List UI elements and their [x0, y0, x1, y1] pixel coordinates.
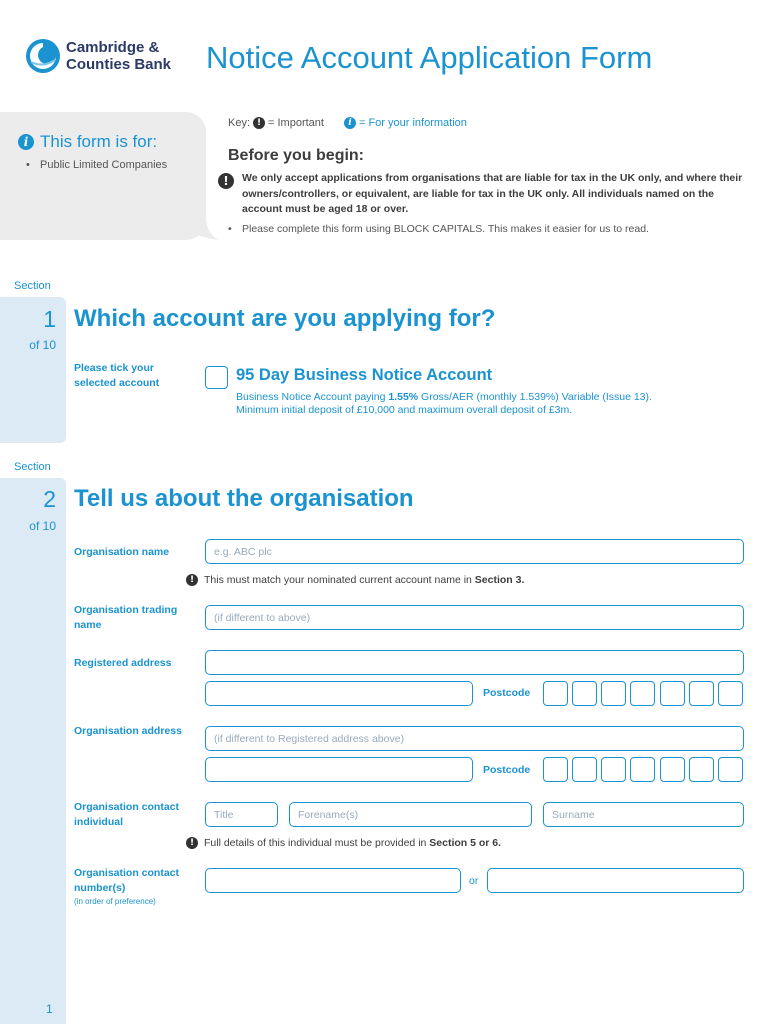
bullet-icon: • — [228, 223, 232, 235]
important-icon: ! — [253, 117, 265, 129]
contact-numbers-label: Organisation contact number(s) — [74, 867, 180, 894]
postcode-char-box[interactable] — [689, 757, 714, 782]
postcode-char-box[interactable] — [630, 757, 655, 782]
postcode-char-box[interactable] — [543, 757, 568, 782]
contact-number-1-input[interactable] — [205, 868, 461, 893]
contact-numbers-sublabel: (in order of preference) — [74, 897, 156, 906]
bullet-icon: • — [26, 159, 30, 171]
postcode-char-box[interactable] — [630, 681, 655, 706]
logo-line-2: Counties Bank — [66, 56, 172, 73]
section-1-number: 1 — [43, 306, 56, 332]
list-item — [26, 158, 176, 173]
postcode-char-box[interactable] — [601, 681, 626, 706]
contact-note-text: Full details of this individual must be provided in — [204, 837, 430, 849]
section-2-of: of 10 — [29, 519, 56, 533]
contact-surname-input[interactable] — [543, 802, 744, 827]
org-address-line-1[interactable] — [205, 726, 744, 751]
trading-name-label: Organisation trading name — [74, 604, 178, 631]
registered-postcode-label: Postcode — [483, 687, 531, 699]
important-icon: ! — [186, 837, 198, 849]
account-deposit-limits: Minimum initial deposit of £10,000 and maximum overall deposit of £3m. — [236, 404, 573, 416]
account-desc-suffix: Gross/AER (monthly 1.539%) Variable (Issue 13). — [418, 391, 652, 403]
contact-individual-label: Organisation contact individual — [74, 801, 180, 828]
trading-name-input[interactable] — [205, 605, 744, 630]
key-important-text: = Important — [268, 117, 324, 129]
speech-tail — [180, 200, 220, 240]
info-icon: i — [18, 134, 34, 150]
postcode-char-box[interactable] — [718, 681, 743, 706]
section-2-title: Tell us about the organisation — [74, 485, 414, 512]
tick-account-label: Please tick your selected account — [74, 362, 160, 389]
postcode-char-box[interactable] — [572, 757, 597, 782]
form-for-heading-text: This form is for: — [40, 132, 158, 151]
forename-placeholder: Forename(s) — [298, 808, 359, 821]
form-for-list — [26, 158, 176, 173]
registered-address-line-1[interactable] — [205, 650, 744, 675]
org-name-label: Organisation name — [74, 546, 170, 558]
account-rate: 1.55% — [388, 391, 419, 403]
contact-forename-input[interactable] — [289, 802, 532, 827]
key-prefix: Key: — [228, 117, 251, 129]
important-icon: ! — [218, 173, 234, 189]
eligibility-notice: We only accept applications from organisations that are liable for tax in the UK only, and where their owners/controllers, or equivalent, are liable for tax in the UK only. All individuals named on the account must be aged 18 or over. — [242, 172, 743, 215]
org-name-note-bold: Section 3. — [474, 574, 525, 586]
org-name-placeholder: e.g. ABC plc — [214, 545, 272, 558]
org-name-note — [186, 574, 524, 586]
section-1-title: Which account are you applying for? — [74, 305, 496, 332]
section-1-label: Section — [14, 280, 51, 292]
info-icon: i — [344, 117, 356, 129]
logo-line-1: Cambridge & — [66, 39, 160, 56]
account-description — [236, 391, 652, 404]
contact-number-2-input[interactable] — [487, 868, 744, 893]
account-checkbox[interactable] — [205, 366, 228, 389]
contact-note-bold: Section 5 or 6. — [429, 837, 502, 849]
bank-logo-icon — [25, 38, 61, 74]
form-for-item: Public Limited Companies — [40, 159, 168, 171]
or-separator: or — [469, 875, 479, 887]
postcode-char-box[interactable] — [660, 681, 685, 706]
postcode-char-box[interactable] — [660, 757, 685, 782]
form-for-heading — [18, 132, 157, 152]
org-address-label: Organisation address — [74, 725, 182, 737]
section-2-label: Section — [14, 461, 51, 473]
contact-title-input[interactable] — [205, 802, 278, 827]
trading-name-placeholder: (if different to above) — [214, 611, 311, 624]
before-you-begin-heading: Before you begin: — [228, 147, 365, 164]
page-number: 1 — [46, 1002, 53, 1016]
registered-address-line-2[interactable] — [205, 681, 473, 706]
contact-note — [186, 837, 501, 849]
org-name-input[interactable] — [205, 539, 744, 564]
postcode-char-box[interactable] — [572, 681, 597, 706]
org-name-note-text: This must match your nominated current account name in — [204, 574, 475, 586]
org-address-placeholder: (if different to Registered address above) — [214, 732, 405, 745]
key-legend — [228, 117, 467, 129]
section-1-of: of 10 — [29, 338, 56, 352]
surname-placeholder: Surname — [552, 808, 595, 821]
section-2-number: 2 — [43, 486, 56, 512]
account-name: 95 Day Business Notice Account — [236, 366, 493, 384]
bank-logo-text — [66, 39, 171, 73]
important-icon: ! — [186, 574, 198, 586]
page-title: Notice Account Application Form — [206, 40, 653, 75]
org-address-line-2[interactable] — [205, 757, 473, 782]
postcode-char-box[interactable] — [601, 757, 626, 782]
postcode-char-box[interactable] — [543, 681, 568, 706]
postcode-char-box[interactable] — [689, 681, 714, 706]
org-postcode-label: Postcode — [483, 764, 531, 776]
postcode-char-box[interactable] — [718, 757, 743, 782]
section-2-sidebar — [0, 478, 66, 1024]
block-capitals-note: Please complete this form using BLOCK CAPITALS. This makes it easier for us to read. — [242, 223, 649, 235]
title-placeholder: Title — [214, 808, 234, 821]
key-info-text: = For your information — [358, 117, 467, 129]
registered-address-label: Registered address — [74, 657, 172, 669]
account-desc-prefix: Business Notice Account paying — [236, 391, 389, 403]
